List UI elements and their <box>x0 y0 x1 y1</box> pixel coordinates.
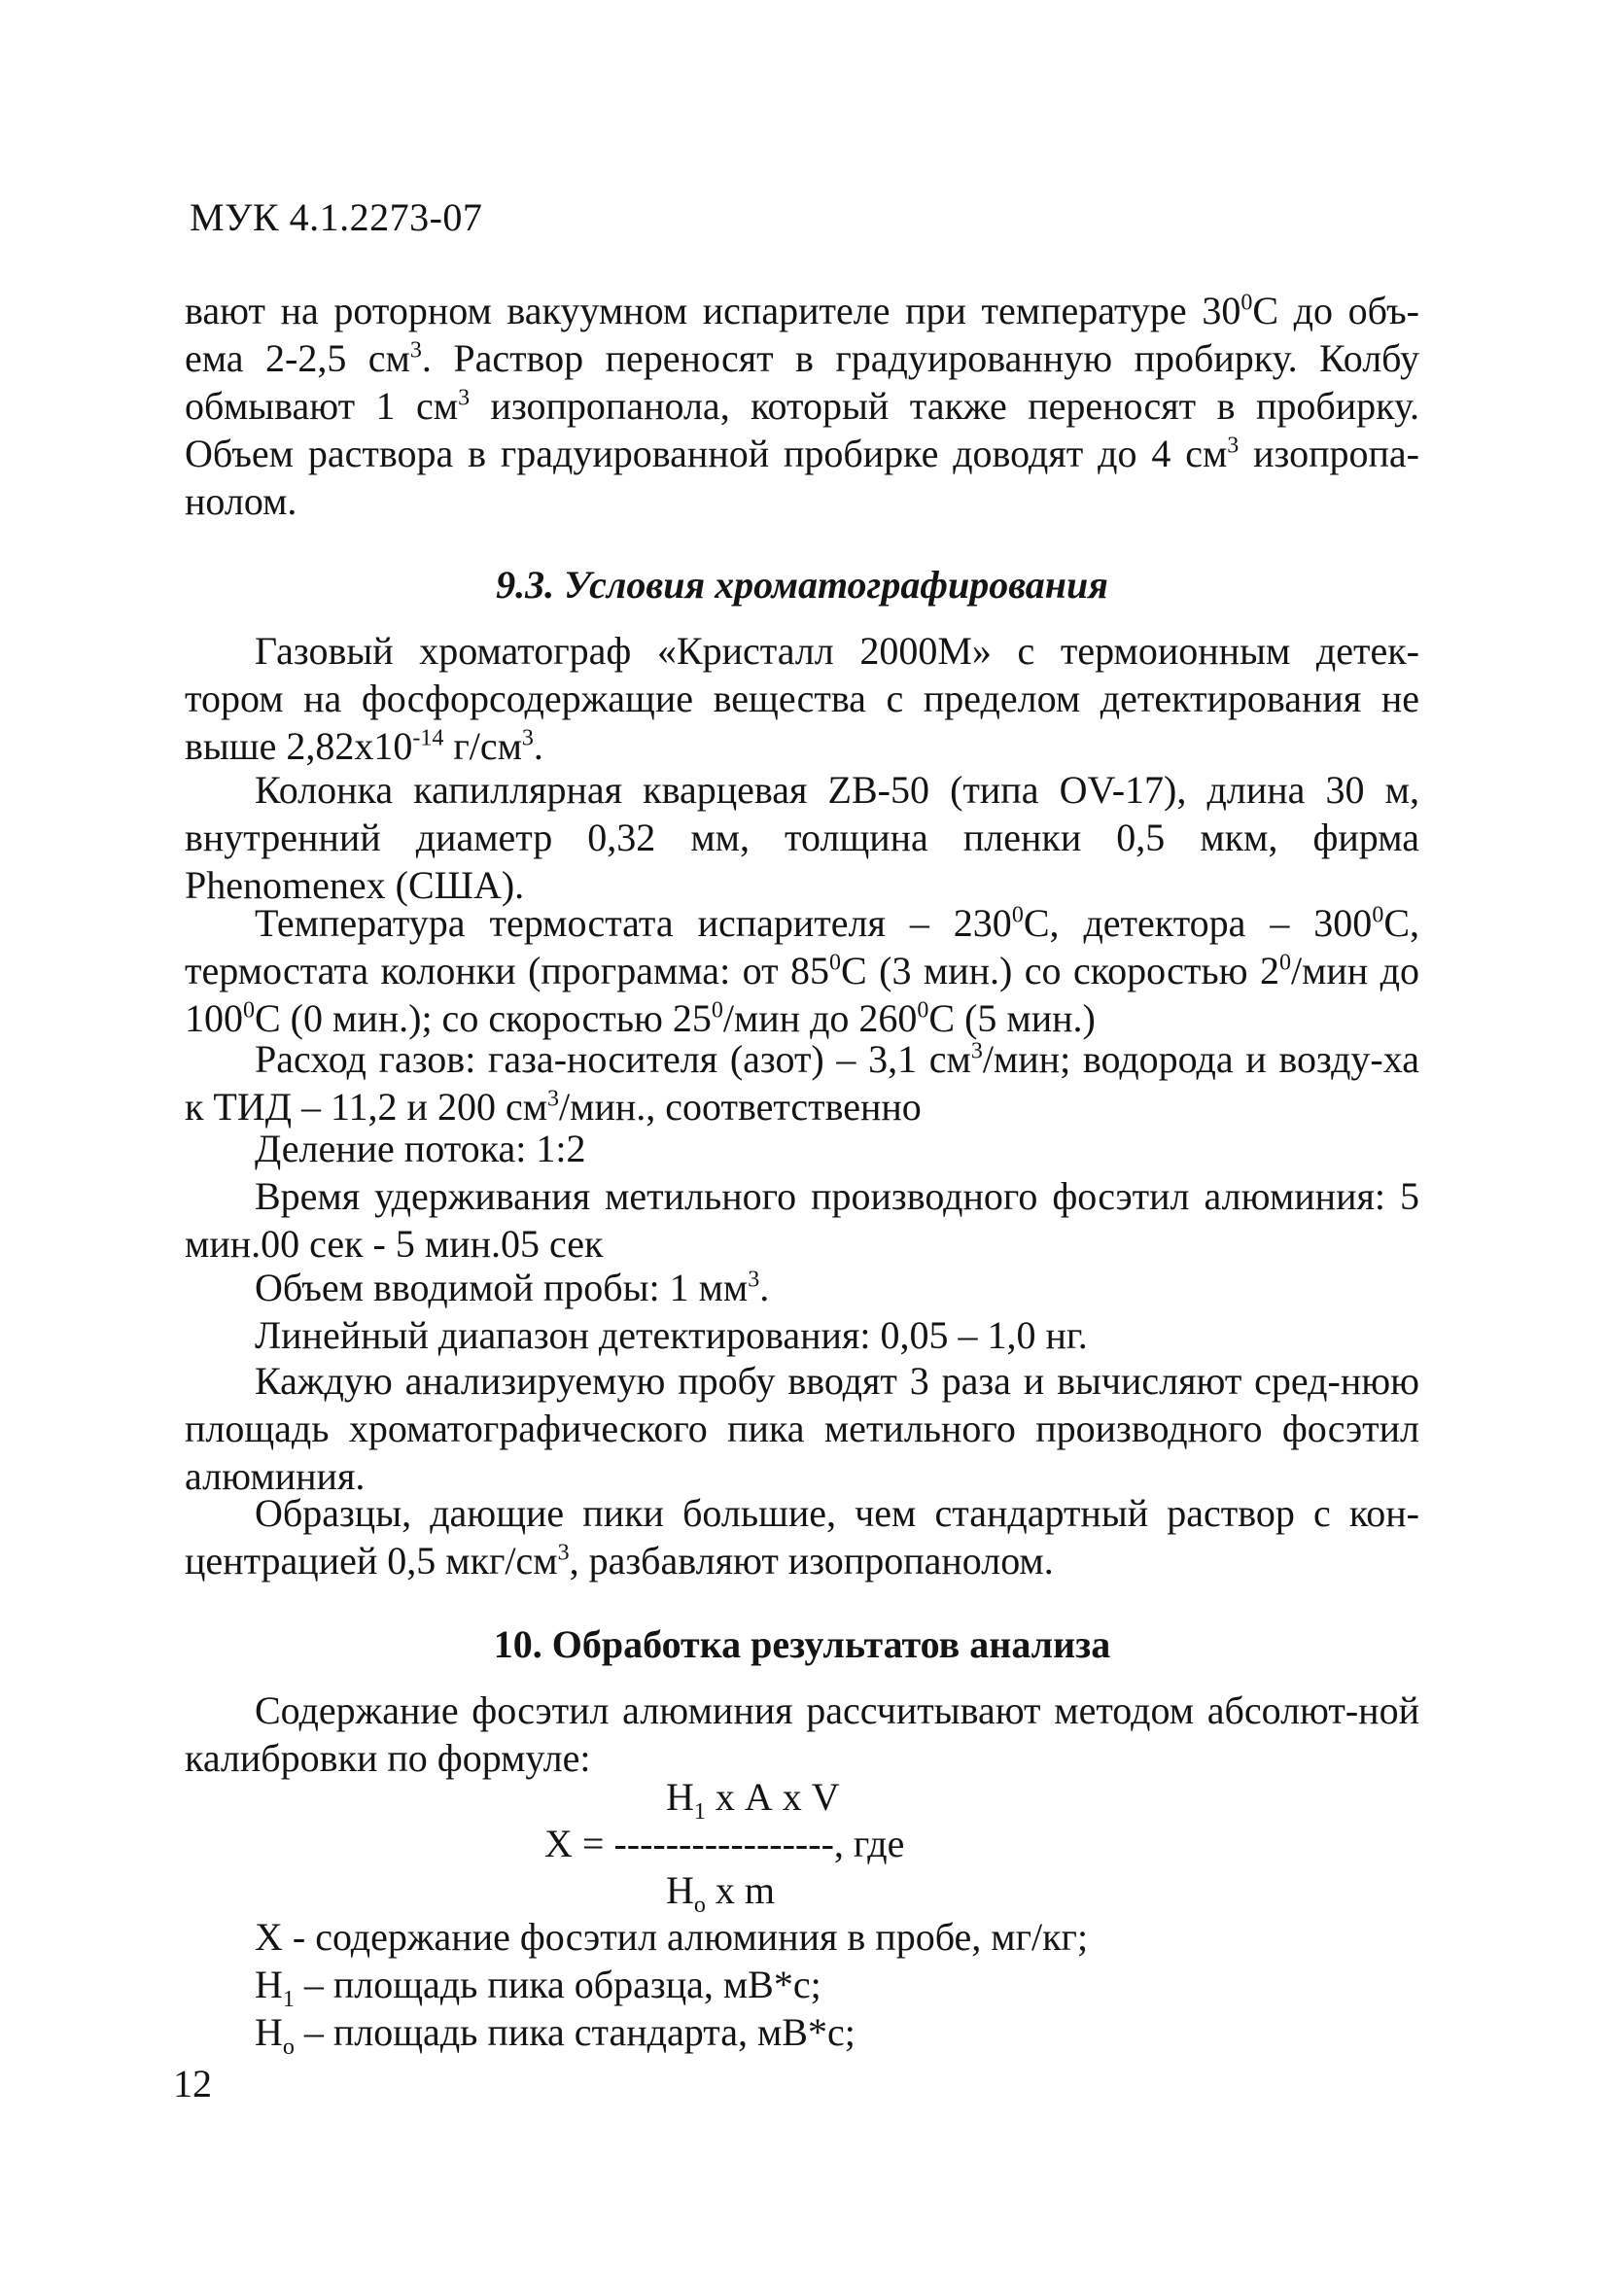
paragraph-replicates <box>185 1357 1419 1500</box>
superscript: 0 <box>917 997 929 1024</box>
text-run: С, термостата колонки (программа: от 85 <box>185 901 1419 992</box>
text-run: – площадь пика образца, мВ*с; <box>294 1963 821 2006</box>
section-heading-10: 10. Обработка результатов анализа <box>493 1622 1111 1666</box>
superscript: 0 <box>829 950 842 976</box>
subscript: о <box>693 1893 706 1918</box>
text-run: Расход газов: газа-носителя (азот) – 3,1 см <box>255 1037 971 1081</box>
definition-h0 <box>185 2008 1419 2060</box>
text-run: вают на роторном вакуумном испарителе при температуре 30 <box>185 289 1241 332</box>
text-run: . <box>759 1266 770 1309</box>
paragraph-linear-range <box>185 1311 1419 1359</box>
superscript: 0 <box>711 997 723 1024</box>
text-run: Температура термостата испарителя – 230 <box>255 901 1012 945</box>
page-number: 12 <box>173 2062 212 2105</box>
text-run: С до объ-ема 2-2,5 см <box>185 289 1419 380</box>
text-run: /мин до 100 <box>185 949 1420 1040</box>
text-run: С (3 мин.) со скоростью 2 <box>841 949 1279 992</box>
superscript: 0 <box>1372 902 1384 928</box>
paragraph-split <box>185 1125 1419 1172</box>
text-run: х m <box>705 1868 776 1912</box>
symbol: Н <box>255 1963 283 2006</box>
text-run: – площадь пика стандарта, мВ*с; <box>294 2010 856 2054</box>
superscript: 3 <box>748 1267 760 1293</box>
superscript: 0 <box>1011 902 1024 928</box>
superscript: 3 <box>409 337 422 364</box>
definition-x: Х - содержание фосэтил алюминия в пробе, мг/кг; <box>255 1915 1089 1959</box>
subscript: о <box>282 2035 295 2060</box>
text-run: . <box>533 724 543 768</box>
paragraph-calculation <box>185 1687 1419 1782</box>
text-run: , разбавляют изопропанолом. <box>569 1539 1054 1583</box>
superscript: 0 <box>1240 290 1253 316</box>
text-run: Деление потока: 1:2 <box>255 1127 586 1170</box>
text-run: С, детектора – 300 <box>1023 901 1373 945</box>
paragraph-chromatograph <box>185 627 1419 770</box>
superscript: 3 <box>1227 433 1240 459</box>
document-header: МУК 4.1.2273-07 <box>190 195 483 239</box>
section-heading-9-3: 9.3. Условия хроматографирования <box>496 563 1108 607</box>
formula-numerator <box>666 1774 840 1825</box>
symbol: Н <box>666 1868 694 1912</box>
formula-denominator <box>666 1867 776 1918</box>
paragraph-retention <box>185 1172 1419 1268</box>
superscript: 0 <box>243 997 255 1024</box>
symbol: Н <box>666 1775 694 1819</box>
superscript: 3 <box>458 385 471 411</box>
text-run: г/см <box>443 724 522 768</box>
superscript: -14 <box>412 725 444 751</box>
paragraph-gas-flow <box>185 1035 1419 1131</box>
formula-line: Х = -----------------, где <box>544 1822 905 1865</box>
superscript: 0 <box>1278 950 1291 976</box>
text-run: Образцы, дающие пики большие, чем стандартный раствор с кон-центрацией 0,5 мкг/см <box>185 1491 1419 1583</box>
text-run: Время удерживания метильного производного фосэтил алюминия: 5 мин.00 сек - 5 мин.05 сек <box>185 1174 1419 1266</box>
text-run: изопропа-нолом. <box>185 432 1419 523</box>
subscript: 1 <box>282 1987 295 2012</box>
text-run: Колонка капиллярная кварцевая ZB-50 (типа OV-17), длина 30 м, внутренний диаметр 0,32 мм, толщина пленки 0,5 мкм, фирма Phenomenex (США). <box>185 768 1419 907</box>
paragraph-temperature <box>185 899 1419 1042</box>
symbol: Н <box>255 2010 283 2054</box>
text-run: /мин; водорода и возду-ха к ТИД – 11,2 и 200 см <box>185 1037 1419 1129</box>
text-run: . Раствор переносят в градуированную пробирку. Колбу обмывают 1 см <box>185 336 1419 428</box>
text-run: Каждую анализируемую пробу вводят 3 раза и вычисляют сред-нюю площадь хроматографического пика метильного производного фосэтил алюминия. <box>185 1359 1419 1498</box>
text-run: С (5 мин.) <box>928 996 1096 1040</box>
text-run: /мин до 260 <box>722 996 918 1040</box>
paragraph-evaporation <box>185 287 1419 525</box>
text-run: Линейный диапазон детектирования: 0,05 – 1,0 нг. <box>255 1313 1088 1357</box>
superscript: 3 <box>547 1086 560 1112</box>
text-run: изопропанола, который также переносят в пробирку. Объем раствора в градуированной пробирке доводят до 4 см <box>185 384 1419 475</box>
subscript: 1 <box>693 1799 706 1825</box>
text-run: Газовый хроматограф «Кристалл 2000М» с термоионным детек-тором на фосфорсодержащие вещества с пределом детектирования не выше 2,82х10 <box>185 629 1419 768</box>
text-run: х А х V <box>705 1775 840 1819</box>
definitions-list <box>185 1913 1419 2060</box>
text-run: Содержание фосэтил алюминия рассчитывают методом абсолют-ной калибровки по формуле: <box>185 1688 1419 1780</box>
definition-h1 <box>185 1961 1419 2012</box>
text-run: /мин., соответственно <box>559 1085 922 1129</box>
superscript: 3 <box>521 725 534 751</box>
paragraph-injection <box>185 1264 1419 1311</box>
text-run: С (0 мин.); со скоростью 25 <box>255 996 712 1040</box>
superscript: 3 <box>970 1038 983 1064</box>
paragraph-column <box>185 766 1419 909</box>
superscript: 3 <box>557 1540 570 1566</box>
paragraph-dilution <box>185 1489 1419 1584</box>
text-run: Объем вводимой пробы: 1 мм <box>255 1266 749 1309</box>
